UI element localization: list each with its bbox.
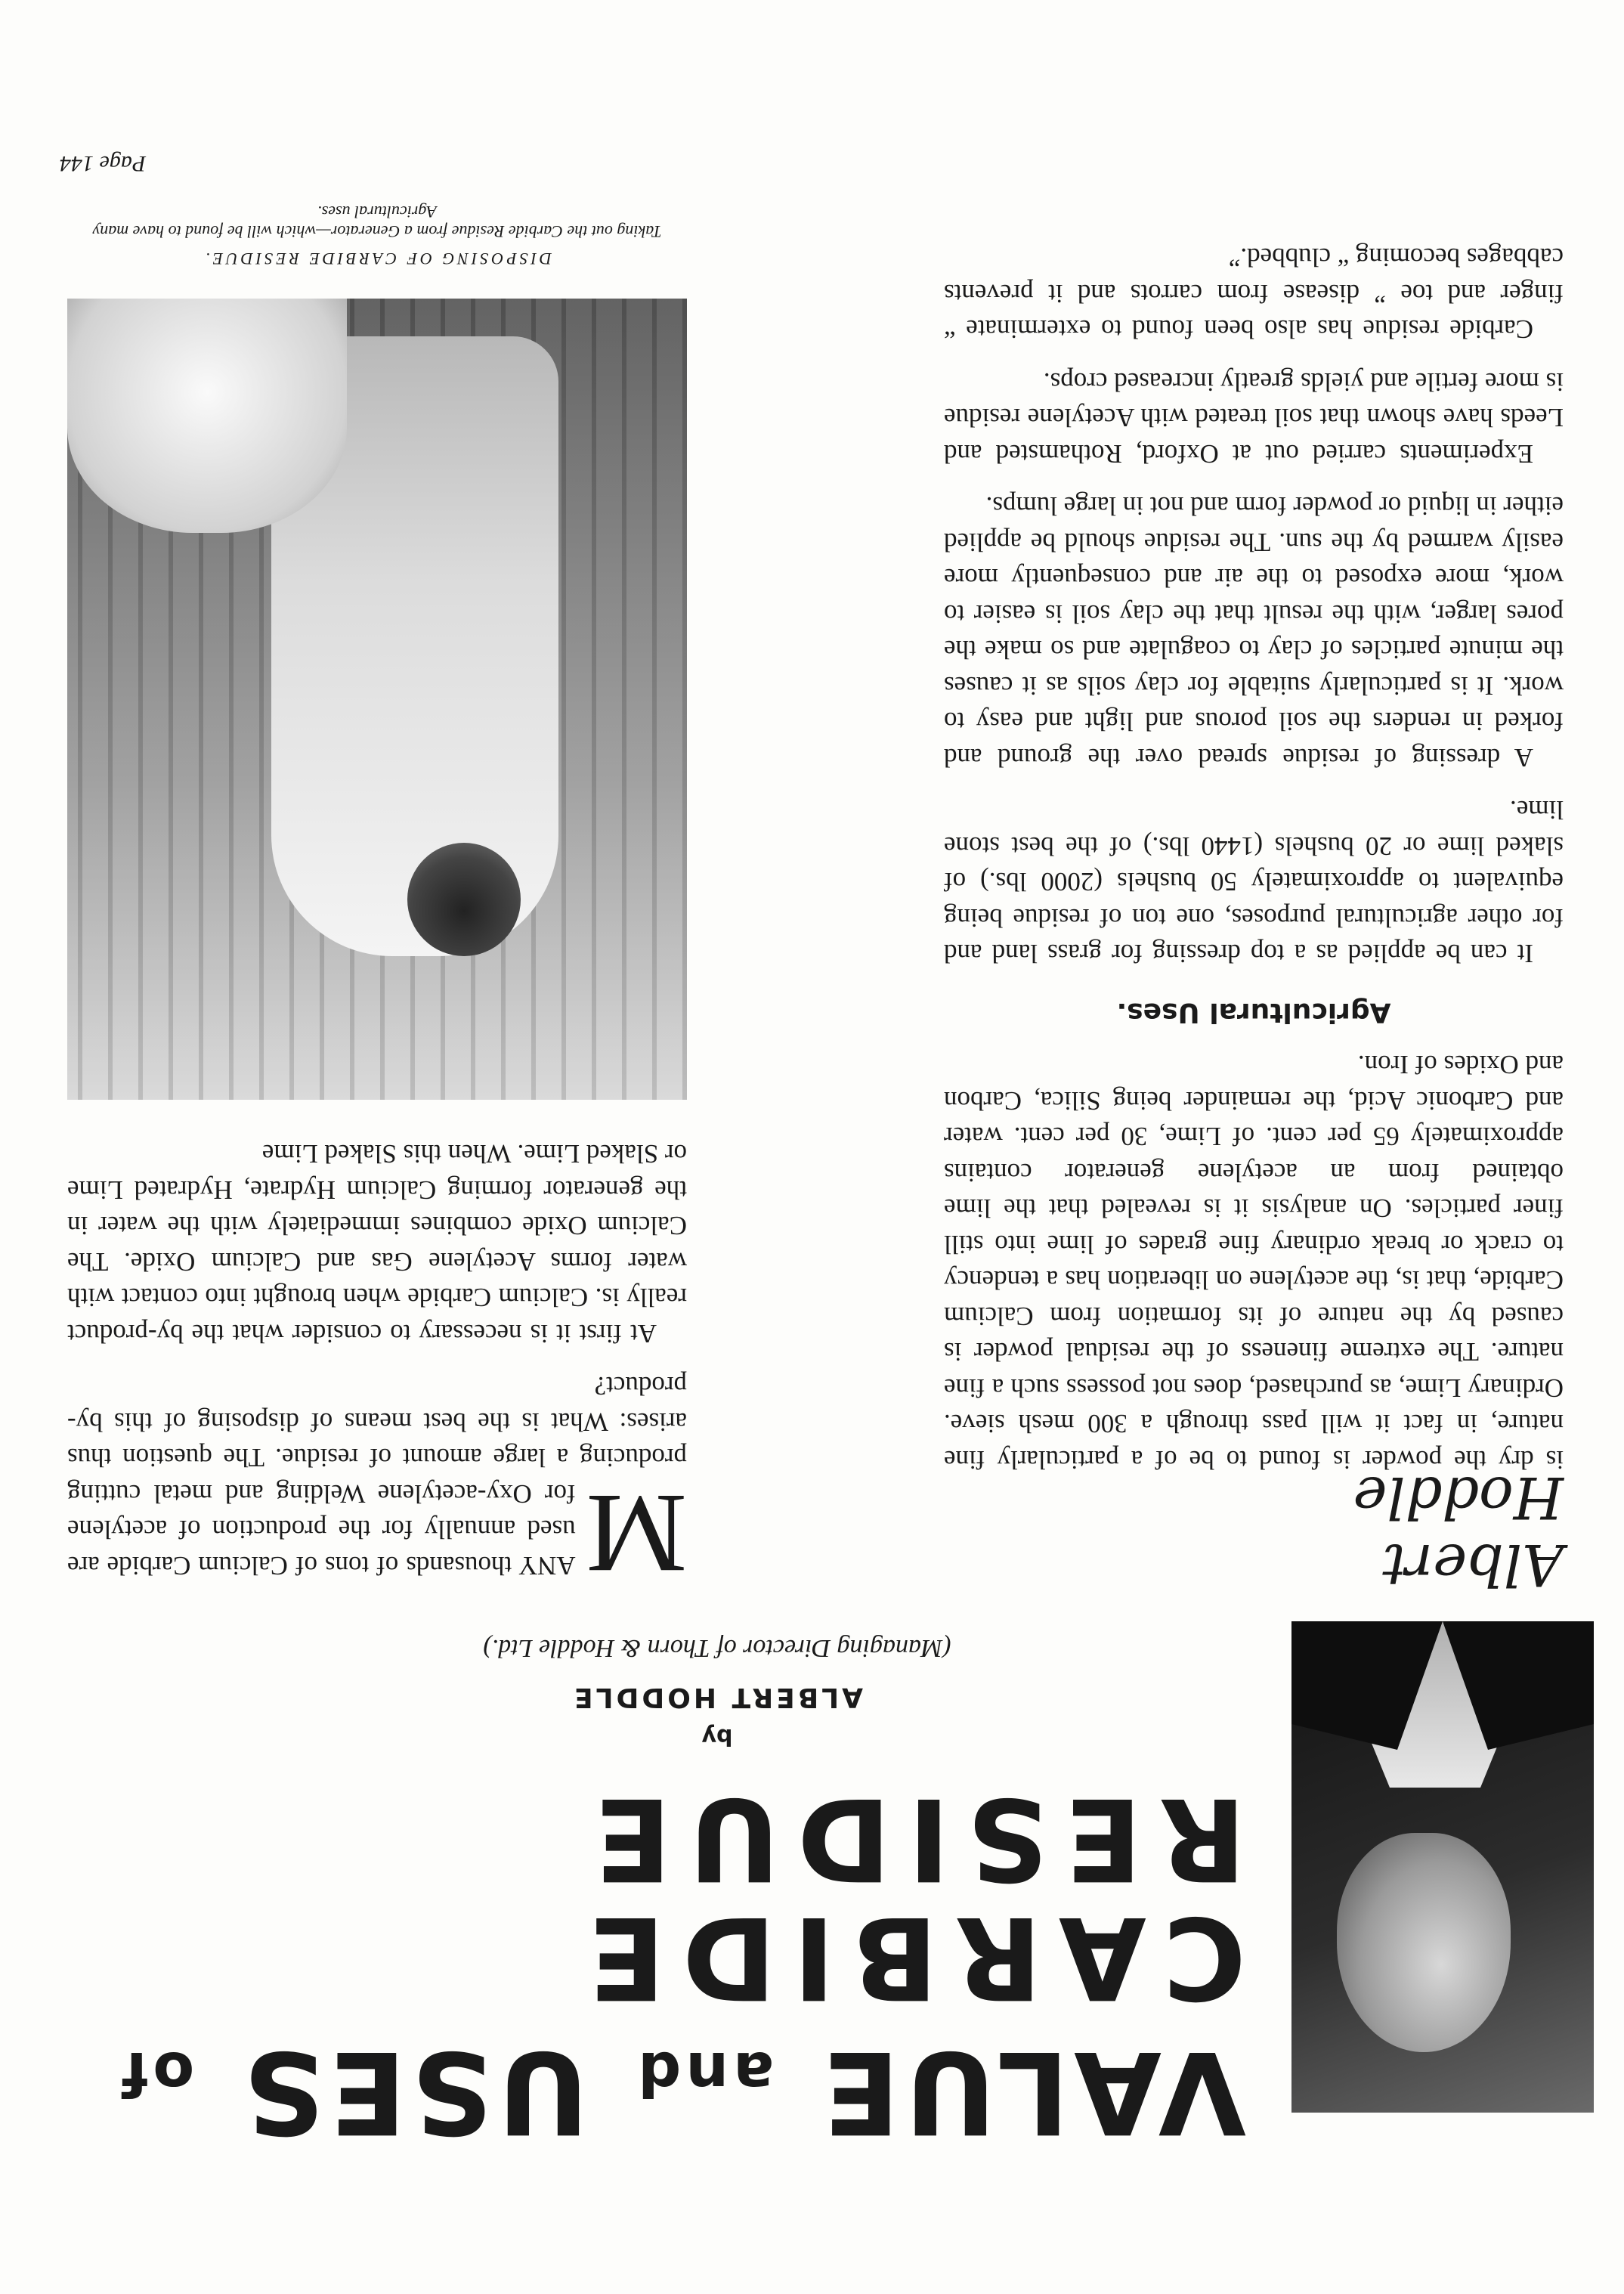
generator-photo xyxy=(67,299,687,1100)
byline-by: by xyxy=(701,1723,733,1750)
paragraph-2: At first it is necessary to consider what the by-product really is. Calcium Carbide when brought into contact with water forms Acetylene Gas and Calcium Oxide. The Calcium Oxide combines immediately with the water in the generator forming Calcium Hydrate, Hydrated Lime or Slaked Lime. When this Slaked Lime xyxy=(67,1139,687,1348)
paragraph-3: is dry the powder is found to be of a particularly fine nature, in fact it will pass through a 300 mesh sieve. Ordinary Lime, as purchased, does not possess such a fine nature. The extreme fineness of the residual powder is caused by the nature of its formation from Calcium Carbide, that is, the acetylene on liberation has a tendency to crack or break ordinary fine grades of lime into still finer particles. On analysis it is revealed that the lime obtained from an acetylene generator contains approximately 65 per cent. of Lime, 30 per cent. water and Carbonic Acid, the remainder being Silica, Carbon and Oxides of Iron. xyxy=(944,1050,1564,1475)
photo-caption xyxy=(60,150,694,268)
byline-role: (Managing Director of Thorn & Hoddle Ltd.) xyxy=(483,1634,951,1662)
byline xyxy=(188,1633,1246,1750)
caption-title: DISPOSING OF CARBIDE RESIDUE. xyxy=(203,249,552,268)
paragraph-6: Experiments carried out at Oxford, Rothamsted and Leeds have shown that soil treated with Acetylene residue is more fertile and yields greatly increased crops. xyxy=(944,367,1564,469)
paragraph-5: A dressing of residue spread over the ground and forked in renders the soil porous and light and easy to work. It is particularly suitable for clay soils as it causes the minute particles of clay to coagulate and so make the pores larger, with the result that the clay soil is easier to work, more exposed to the air and consequently more easily warmed by the sun. The residue should be applied either in liquid or powder form and not in large lumps. xyxy=(944,491,1564,772)
author-portrait-photo xyxy=(1291,1621,1594,2113)
title-word-and: and xyxy=(633,2039,775,2109)
photo-residue-mound xyxy=(67,299,347,533)
section-heading: Agricultural Uses. xyxy=(1116,997,1391,1028)
drop-cap: M xyxy=(586,1471,687,1596)
title-word-of: of xyxy=(117,2039,195,2109)
byline-author: ALBERT HODDLE xyxy=(571,1682,864,1713)
author-signature: Albert Hoddle xyxy=(1353,1464,1564,1599)
caption-body: Taking out the Carbide Residue from a Generator—which will be found to have many Agricultural uses. xyxy=(92,203,662,241)
title-word-uses: USES xyxy=(238,2026,589,2157)
body-column-left xyxy=(67,1119,687,1596)
paragraph-7: Carbide residue has also been found to exterminate “ finger and toe ” disease from carrots and it prevents cabbages becoming “ clubbed.” xyxy=(944,243,1564,345)
page-number: Page 144 xyxy=(60,151,147,176)
paragraph-1-text: ANY thousands of tons of Calcium Carbide are used annually for the production of acetylene for Oxy-acetylene Welding and metal cutting producing a large amount of residue. The question thus arises: What is the best means of disposing of this by-product? xyxy=(67,1371,687,1580)
article-title xyxy=(113,1772,1246,2157)
title-line-1 xyxy=(113,2026,1246,2157)
body-column-right xyxy=(944,223,1564,1478)
title-line-2: CARBIDE RESIDUE xyxy=(571,1772,1246,2023)
paragraph-1 xyxy=(67,1368,687,1596)
title-word-value: VALUE xyxy=(818,2026,1246,2157)
portrait-face xyxy=(1337,1833,1511,2052)
paragraph-4: It can be applied as a top dressing for grass land and for other agricultural purposes, one ton of residue being equivalent to approximately 50 bushels (2000 lbs.) of slaked lime or 20 bushels (1440 lbs.) of the best stone lime. xyxy=(944,795,1564,969)
photo-worker-head xyxy=(407,843,521,956)
